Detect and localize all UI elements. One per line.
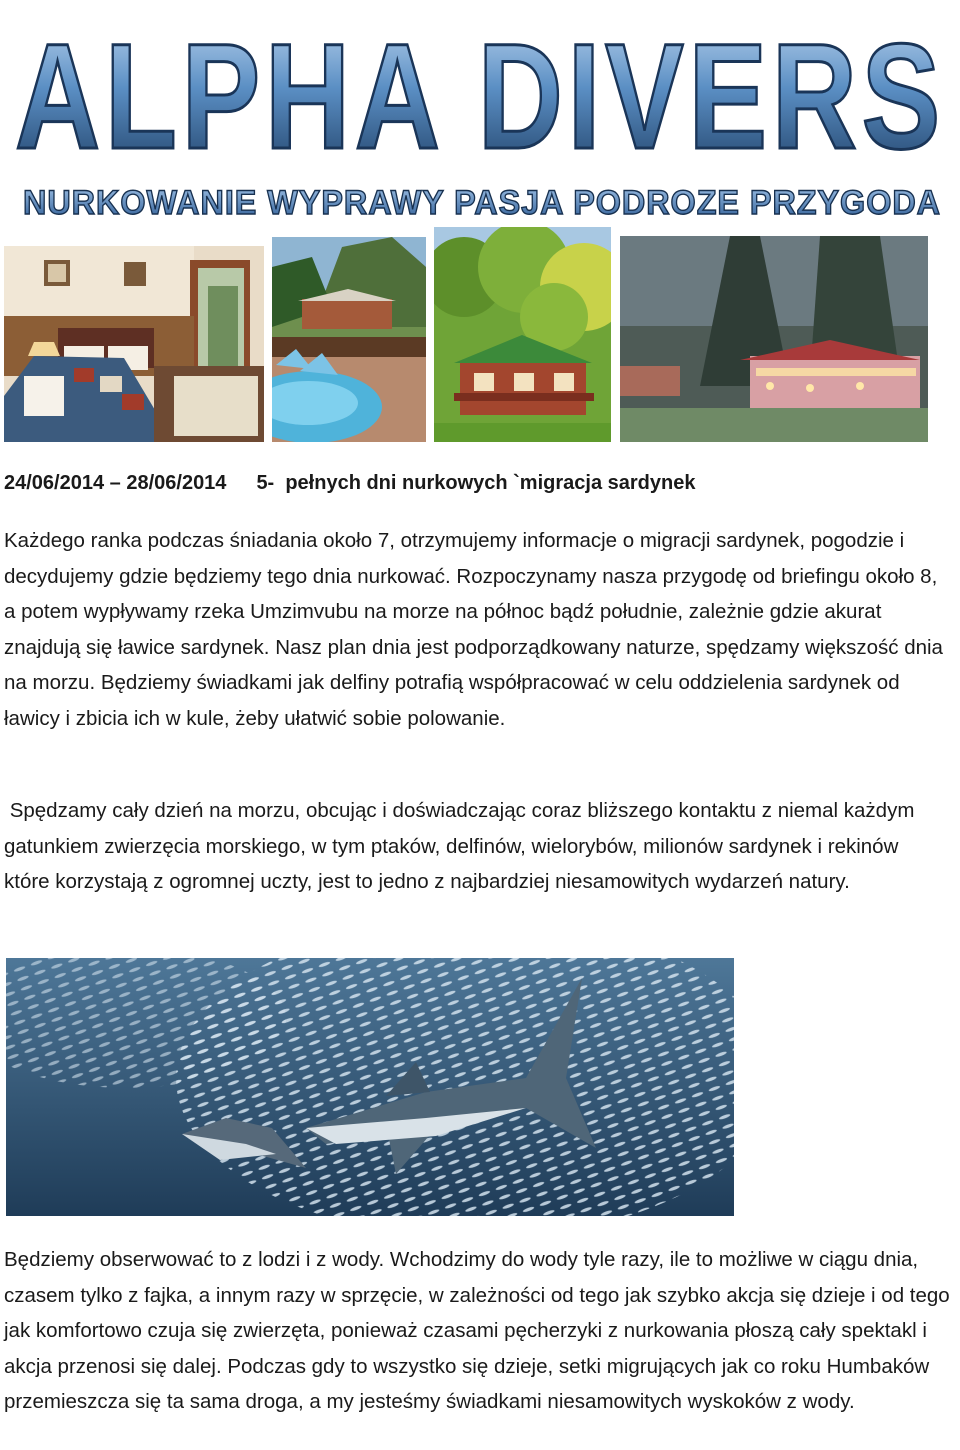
logo-title: ALPHA DIVERS — [15, 12, 945, 180]
bedroom-photo — [4, 246, 264, 442]
alpha-divers-logo — [0, 0, 960, 232]
paragraph-1: Każdego ranka podczas śniadania około 7, otrzymujemy informacje o migracji sardynek, pogodzie i decydujemy gdzie będziemy tego dnia nurkować. Rozpoczynamy nasza przygodę od briefingu około 8, a potem wypływamy rzeka Umzimvubu na morze na północ bądź południe, zależnie gdzie akurat znajdują się ławice sardynek. Nasz plan dnia jest podporządkowany naturze, spędzamy większość dnia na morzu. Będziemy świadkami jak delfiny potrafią współpracować w celu oddzielenia sardynek od ławicy i zbicia ich w kule, żeby ułatwić sobie polowanie. — [4, 529, 943, 730]
logo-tagline: NURKOWANIE WYPRAWY PASJA PODROZE PRZYGODA — [23, 184, 941, 222]
article-heading — [4, 468, 954, 498]
paragraph-3: Będziemy obserwować to z lodzi i z wody. Wchodzimy do wody tyle razy, ile to możliwe w ciągu dnia, czasem tylko z fajka, a innym razy w sprzęcie, w zależności od tego jak szybko akcja się dzieje i od tego jak komfortowo czuja się zwierzęta, ponieważ czasami pęcherzyki z nurkowania płoszą cały spektakl i akcja przenosi się dalej. Podczas gdy to wszystko się dzieje, setki migrujących jak co roku Humbaków przemieszcza się ta sama droga, a my jesteśmy świadkami niesamowitych wyskoków z wody. — [4, 1248, 950, 1414]
trip-title: 5- pełnych dni nurkowych `migracja sardynek — [256, 472, 696, 494]
shark-sardine-photo — [6, 958, 734, 1216]
pool-lodge-photo — [272, 237, 426, 442]
trip-dates: 24/06/2014 – 28/06/2014 — [4, 472, 227, 494]
paragraph-2: Spędzamy cały dzień na morzu, obcując i doświadczając coraz bliższego kontaktu z niemal każdym gatunkiem zwierzęcia morskiego, w tym ptaków, delfinów, wielorybów, milionów sardynek i rekinów które korzystają z ogromnej uczty, jest to jedno z najbardziej niesamowitych wydarzeń natury. — [4, 799, 921, 894]
lodge-evening-photo — [620, 236, 928, 442]
wooden-chalet-photo — [434, 227, 611, 442]
